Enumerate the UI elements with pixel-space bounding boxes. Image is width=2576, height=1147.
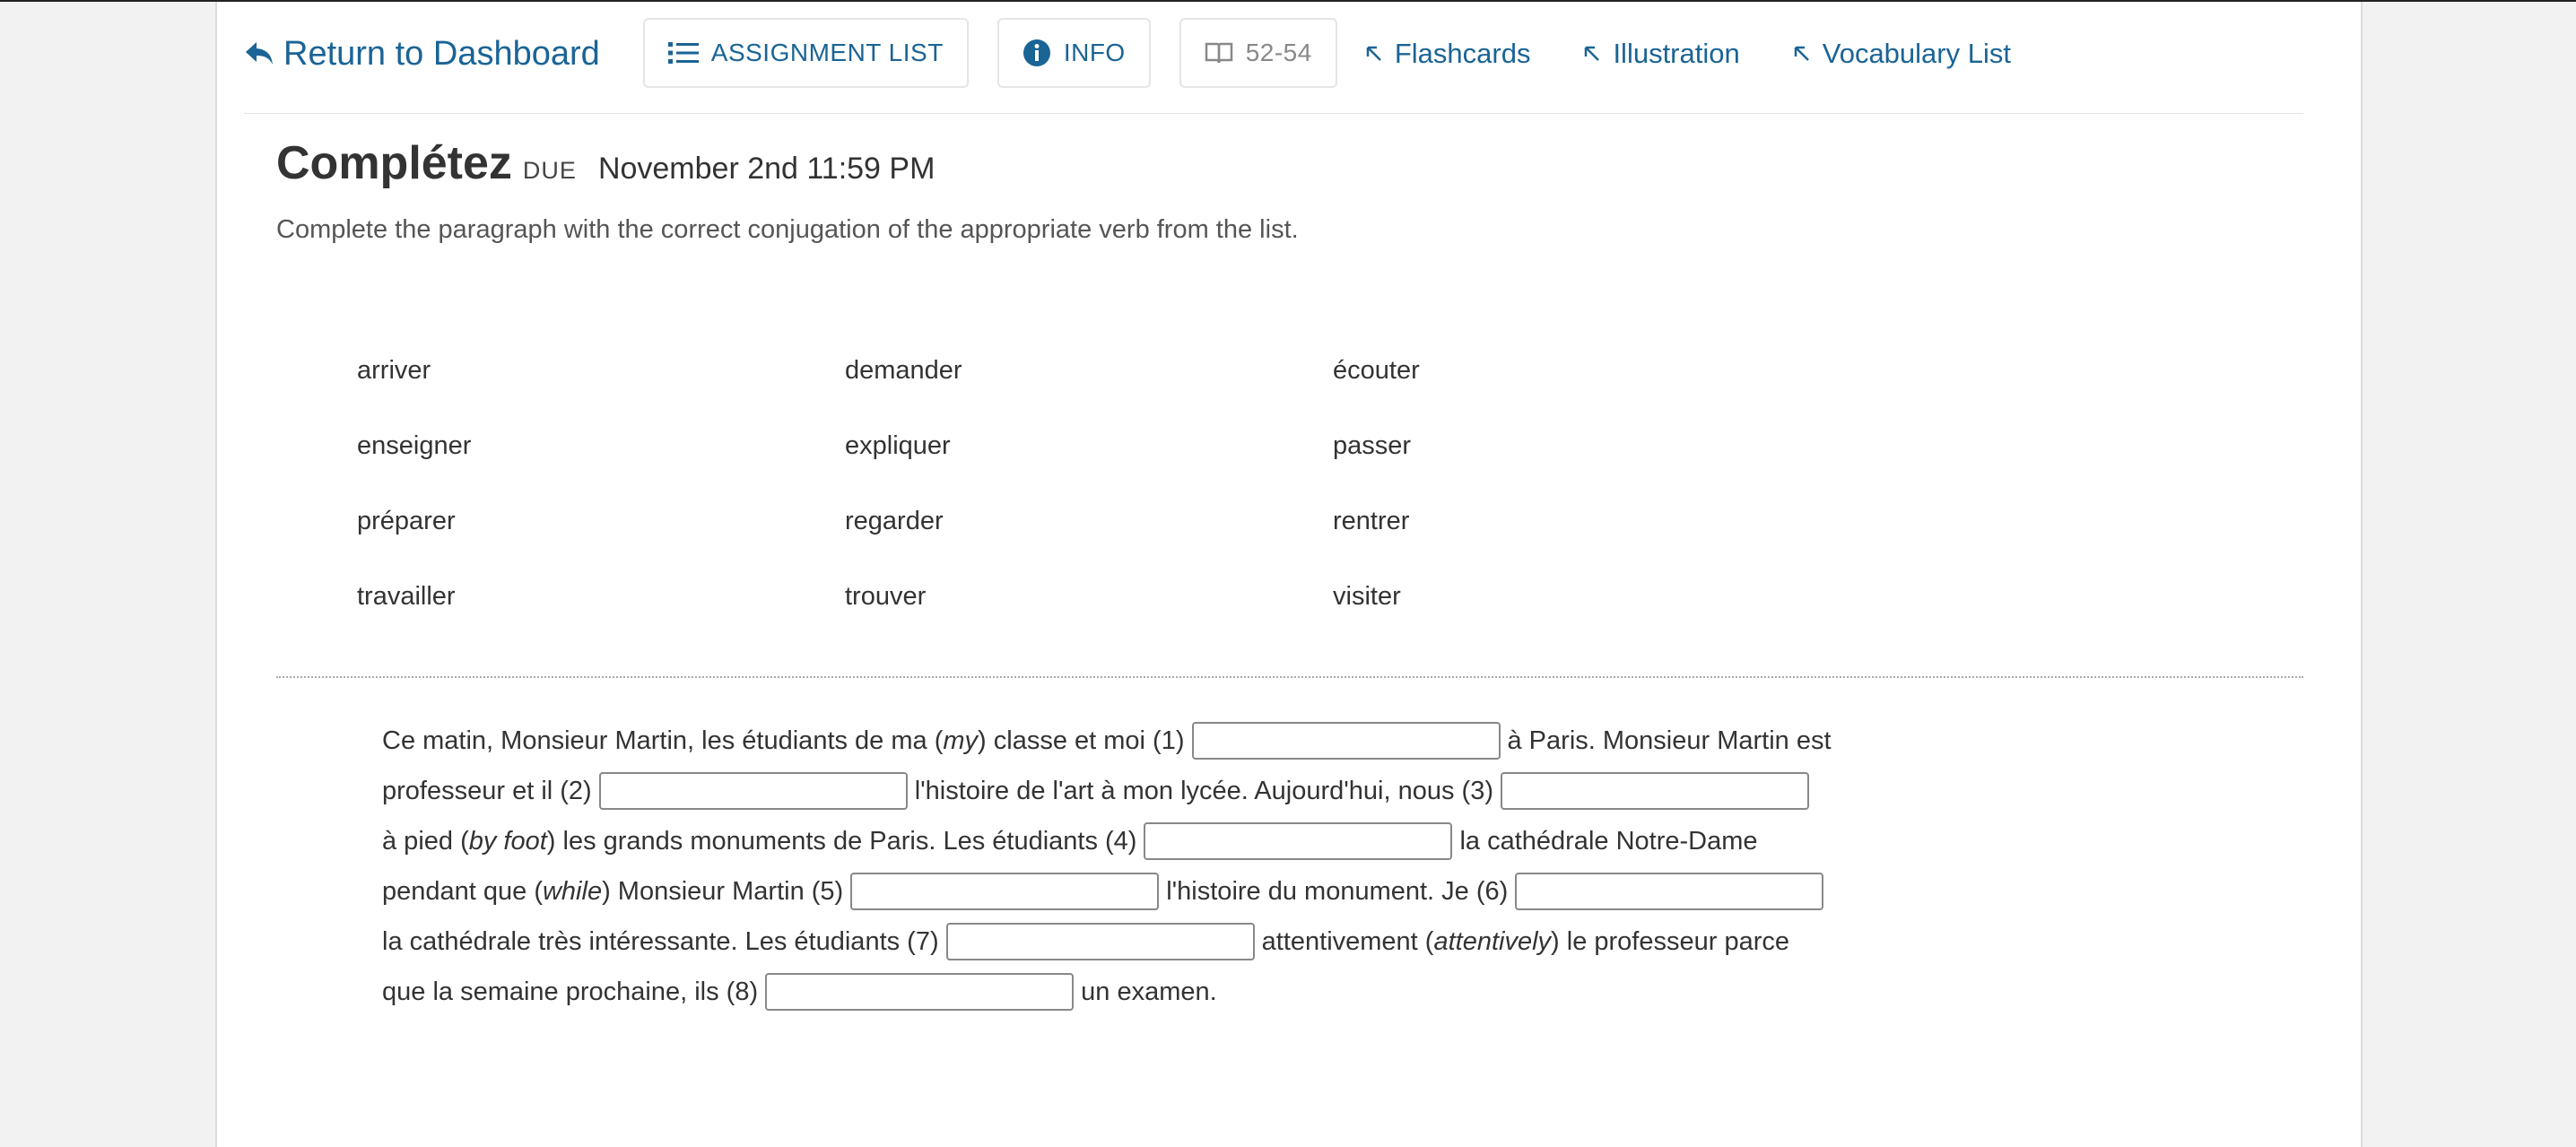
paragraph-text: un examen. [1081,978,1217,1006]
verb-list [357,356,1821,657]
flashcards-link[interactable] [1366,18,1531,90]
arrow-up-left-icon [1366,46,1382,62]
answer-input-5[interactable] [850,873,1159,910]
answer-input-6[interactable] [1515,873,1823,910]
vocabulary-list-link[interactable] [1794,18,2011,90]
verb-item: arriver [357,356,431,385]
answer-input-3[interactable] [1501,772,1809,810]
assignment-list-label: ASSIGNMENT LIST [710,39,944,66]
reply-arrow-icon [244,40,274,67]
paragraph-text: à Paris. Monsieur Martin est [1507,726,1832,755]
verb-item: écouter [1333,356,1420,385]
paragraph-text: que la semaine prochaine, ils (8) [382,978,759,1006]
textbook-pages-button[interactable] [1179,18,1337,88]
toolbar [244,18,2303,114]
verb-item: rentrer [1333,507,1410,535]
list-icon [668,40,699,65]
info-icon [1023,39,1051,67]
fill-in-paragraph [382,716,2068,1017]
illustration-link[interactable] [1584,18,1739,90]
dotted-divider [276,676,2303,678]
due-date: November 2nd 11:59 PM [597,152,936,186]
paragraph-text: by foot [468,827,547,856]
paragraph-text: while [542,877,603,906]
return-to-dashboard-link[interactable] [244,18,600,90]
verb-item: enseigner [357,431,472,460]
paragraph-text: attentively [1433,927,1552,956]
page-title: Complétez [276,137,512,189]
verb-item: passer [1333,431,1412,460]
paragraph-text: my [943,726,979,755]
answer-input-2[interactable] [599,772,908,810]
info-button[interactable] [997,18,1151,88]
assignment-header [276,136,935,190]
assignment-list-button[interactable] [643,18,969,88]
answer-input-7[interactable] [946,923,1255,960]
verb-item: trouver [845,582,927,611]
answer-input-8[interactable] [765,973,1074,1011]
paragraph-text: la cathédrale Notre-Dame [1459,827,1758,856]
arrow-up-left-icon [1584,46,1600,62]
paragraph-text: professeur et il (2) [382,777,592,805]
flashcards-label: Flashcards [1394,38,1531,69]
verb-item: demander [845,356,962,385]
paragraph-text: Ce matin, Monsieur Martin, les étudiants de ma ( [382,726,944,755]
verb-item: travailler [357,582,456,611]
verb-item: expliquer [845,431,951,460]
paragraph-text: l'histoire du monument. Je (6) [1166,877,1509,906]
verb-item: regarder [845,507,944,535]
paragraph-text: ) classe et moi (1) [978,726,1185,755]
paragraph-text: ) le professeur parce [1551,927,1790,956]
paragraph-text: à pied ( [382,827,469,856]
verb-item: visiter [1333,582,1401,611]
paragraph-text: l'histoire de l'art à mon lycée. Aujourd'hui, nous (3) [914,777,1493,805]
paragraph-text: ) Monsieur Martin (5) [602,877,844,906]
paragraph-text: la cathédrale très intéressante. Les étudiants (7) [382,927,939,956]
due-label: DUE [522,157,577,184]
vocabulary-list-label: Vocabulary List [1822,38,2011,69]
paragraph-text: pendant que ( [382,877,543,906]
assignment-card [215,2,2363,1147]
paragraph-text: attentivement ( [1261,927,1434,956]
open-book-icon [1205,41,1233,65]
pages-label: 52-54 [1245,39,1312,66]
illustration-label: Illustration [1613,38,1740,69]
paragraph-text: ) les grands monuments de Paris. Les étudiants (4) [546,827,1137,856]
instructions: Complete the paragraph with the correct conjugation of the appropriate verb from the list. [276,215,1299,244]
answer-input-1[interactable] [1192,722,1501,760]
arrow-up-left-icon [1794,46,1810,62]
return-label: Return to Dashboard [283,34,600,73]
info-label: INFO [1063,39,1126,66]
answer-input-4[interactable] [1144,822,1452,860]
verb-item: préparer [357,507,456,535]
